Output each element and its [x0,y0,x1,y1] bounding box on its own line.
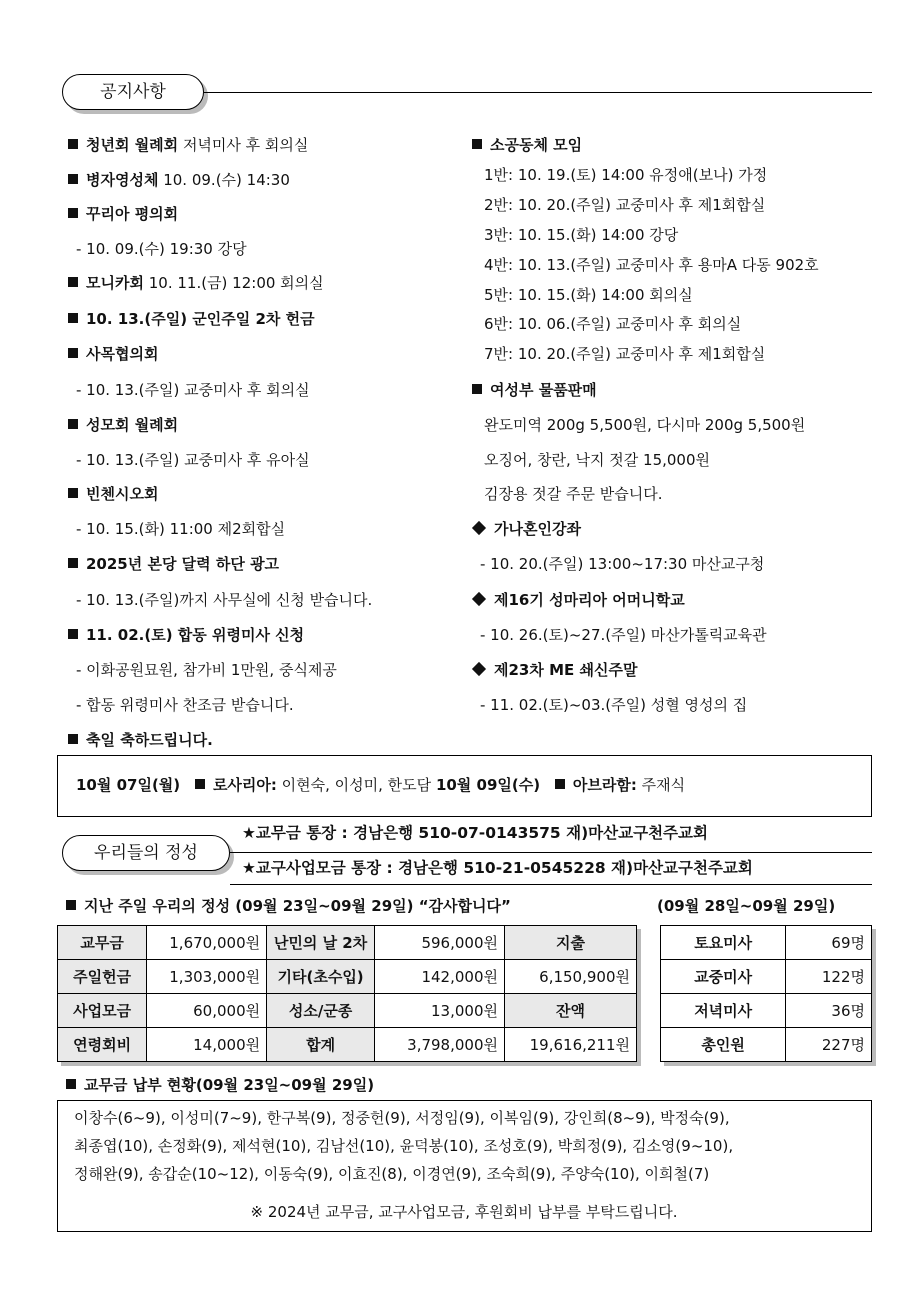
notice-item-title: 축일 축하드립니다. [86,731,213,749]
notice-item-title: 성모회 월례회 [86,416,179,434]
notice-sub-line: - 10. 26.(토)~27.(주일) 마산가톨릭교육관 [480,626,767,644]
square-bullet-icon [68,558,78,568]
notice-item [68,414,178,438]
table-cell: 36명 [786,994,872,1028]
notice-item [68,343,158,367]
notice-item [68,134,308,158]
table-cell: 13,000원 [375,994,505,1028]
diamond-bullet-icon [472,662,486,676]
table-cell: 227명 [786,1028,872,1062]
diamond-bullet-icon [472,521,486,535]
bullet-icon [66,900,76,910]
notice-item-title: 제16기 성마리아 어머니학교 [494,591,685,609]
notice-sub-line: - 10. 13.(주일) 교중미사 후 회의실 [76,381,310,399]
table-cell: 지출 [505,926,637,960]
notice-item-title: 10. 13.(주일) 군인주일 2차 헌금 [86,310,315,328]
notice-item-detail: 저녁미사 후 회의실 [178,136,309,154]
notice-item-title: 청년회 월례회 [86,136,179,154]
square-bullet-icon [68,174,78,184]
table-cell: 저녁미사 [661,994,786,1028]
table-cell: 122명 [786,960,872,994]
notice-item [472,589,685,613]
notice-item-title: 2025년 본당 달력 하단 광고 [86,555,280,573]
notice-item [472,134,582,158]
notice-line: 김장용 젓갈 주문 받습니다. [484,485,663,503]
table-row [58,926,637,960]
table-cell: 1,303,000원 [147,960,267,994]
table-cell: 596,000원 [375,926,505,960]
table-cell: 교중미사 [661,960,786,994]
notice-sub-line: - 합동 위령미사 찬조금 받습니다. [76,696,294,714]
tithe-note: ※ 2024년 교무금, 교구사업모금, 후원회비 납부를 부탁드립니다. [250,1203,678,1221]
square-bullet-icon [68,348,78,358]
table-row [58,994,637,1028]
feast-date-1: 10월 07일(월) [76,776,181,794]
notice-item [68,553,279,577]
table-cell: 3,798,000원 [375,1028,505,1062]
notice-item [472,379,597,403]
table-cell: 1,670,000원 [147,926,267,960]
notice-item [68,272,324,296]
square-bullet-icon [68,277,78,287]
notice-line: 4반: 10. 13.(주일) 교중미사 후 용마A 다동 902호 [484,256,819,274]
notice-line: 오징어, 창란, 낙지 젓갈 15,000원 [484,451,710,469]
notice-item-title: 빈첸시오회 [86,485,159,503]
notice-sub-line: - 10. 15.(화) 11:00 제2회합실 [76,520,286,538]
notice-item-title: 가나혼인강좌 [494,520,581,538]
square-bullet-icon [68,208,78,218]
notice-sub-line: - 10. 13.(주일)까지 사무실에 신청 받습니다. [76,591,373,609]
notice-item-title: 여성부 물품판매 [490,381,597,399]
table-row [58,1028,637,1062]
notice-item [68,169,290,193]
notice-item [68,483,158,507]
square-bullet-icon [68,629,78,639]
notice-divider [204,92,872,93]
notice-sub-line: - 11. 02.(토)~03.(주일) 성혈 영성의 집 [480,696,748,714]
offering-heading: 지난 주일 우리의 정성 (09월 23일~09월 29일) “감사합니다” [66,895,511,919]
notice-line: 2반: 10. 20.(주일) 교중미사 후 제1회합실 [484,196,766,214]
table-cell: 연령회비 [58,1028,147,1062]
notice-sub-line: - 이화공원묘원, 참가비 1만원, 중식제공 [76,661,337,679]
table-cell: 합계 [267,1028,375,1062]
table-cell: 총인원 [661,1028,786,1062]
notice-line: 3반: 10. 15.(화) 14:00 강당 [484,226,679,244]
table-cell: 기타(초수입) [267,960,375,994]
table-row [661,926,872,960]
square-bullet-icon [68,488,78,498]
offering-divider [230,852,872,853]
notice-item [68,308,315,332]
table-cell: 60,000원 [147,994,267,1028]
square-bullet-icon [68,139,78,149]
feast-people-2: 주재식 [636,776,686,794]
table-row [58,960,637,994]
notice-item-title: 소공동체 모임 [490,136,583,154]
notice-line: 1반: 10. 19.(토) 14:00 유정애(보나) 가정 [484,166,768,184]
bullet-icon [195,779,205,789]
table-cell: 69명 [786,926,872,960]
tithe-heading: 교무금 납부 현황(09월 23일~09월 29일) [66,1074,374,1098]
notice-item [472,518,581,542]
notice-item-title: 병자영성체 [86,171,159,189]
table-cell: 사업모금 [58,994,147,1028]
tithe-box [57,1100,872,1232]
bullet-icon [66,1079,76,1089]
notice-sub-line: - 10. 13.(주일) 교중미사 후 유아실 [76,451,310,469]
offering-title: 우리들의 정성 [62,835,230,871]
notice-line: 6반: 10. 06.(주일) 교중미사 후 회의실 [484,315,742,333]
table-cell: 교무금 [58,926,147,960]
table-cell: 6,150,900원 [505,960,637,994]
notice-item [68,729,213,753]
notice-sub-line: - 10. 20.(주일) 13:00~17:30 마산교구청 [480,555,765,573]
tithe-line: 최종엽(10), 손정화(9), 제석현(10), 김남선(10), 윤덕봉(10), 조성호(9), 박희정(9), 김소영(9~10), [74,1137,734,1155]
table-row [661,994,872,1028]
notice-item-title: 사목협의회 [86,345,159,363]
notice-item-title: 모니카회 [86,274,144,292]
tithe-line: 이창수(6~9), 이성미(7~9), 한구복(9), 정중헌(9), 서정임(9), 이복임(9), 강인희(8~9), 박정숙(9), [74,1109,730,1127]
table-cell: 142,000원 [375,960,505,994]
feast-saint-1: 로사리아: [212,776,277,794]
notice-item [472,659,637,683]
table-cell: 19,616,211원 [505,1028,637,1062]
table-cell: 잔액 [505,994,637,1028]
table-cell: 난민의 날 2차 [267,926,375,960]
notice-title: 공지사항 [62,74,204,110]
attendance-heading: (09월 28일~09월 29일) [657,897,836,915]
feast-box [57,755,872,817]
table-cell: 14,000원 [147,1028,267,1062]
notice-sub-line: - 10. 09.(수) 19:30 강당 [76,240,247,258]
tithe-line: 정해완(9), 송갑순(10~12), 이동숙(9), 이효진(8), 이경연(9), 조숙희(9), 주양숙(10), 이희철(7) [74,1165,710,1183]
offering-table [57,925,637,1062]
table-cell: 토요미사 [661,926,786,960]
table-cell: 주일헌금 [58,960,147,994]
square-bullet-icon [472,139,482,149]
diamond-bullet-icon [472,592,486,606]
bank-account-1: ★교무금 통장 : 경남은행 510-07-0143575 재)마산교구천주교회 [242,824,708,842]
table-row [661,1028,872,1062]
feast-people-1: 이현숙, 이성미, 한도담 [276,776,436,794]
notice-item-title: 제23차 ME 쇄신주말 [494,661,638,679]
square-bullet-icon [68,313,78,323]
table-row [661,960,872,994]
bank-account-2: ★교구사업모금 통장 : 경남은행 510-21-0545228 재)마산교구천주교회 [242,859,753,877]
feast-saint-2: 아브라함: [572,776,637,794]
notice-item [68,203,178,227]
notice-item [68,624,304,648]
square-bullet-icon [68,734,78,744]
notice-item-title: 꾸리아 평의회 [86,205,179,223]
attendance-table [660,925,872,1062]
notice-item-detail: 10. 09.(수) 14:30 [158,171,290,189]
notice-line: 5반: 10. 15.(화) 14:00 회의실 [484,286,693,304]
notice-item-title: 11. 02.(토) 합동 위령미사 신청 [86,626,305,644]
feast-date-2: 10월 09일(수) [435,776,541,794]
offering-divider-bottom [230,884,872,885]
notice-line: 7반: 10. 20.(주일) 교중미사 후 제1회합실 [484,345,766,363]
square-bullet-icon [472,384,482,394]
table-cell: 성소/군종 [267,994,375,1028]
bullet-icon [555,779,565,789]
notice-item-detail: 10. 11.(금) 12:00 회의실 [143,274,324,292]
notice-line: 완도미역 200g 5,500원, 다시마 200g 5,500원 [484,416,806,434]
square-bullet-icon [68,419,78,429]
